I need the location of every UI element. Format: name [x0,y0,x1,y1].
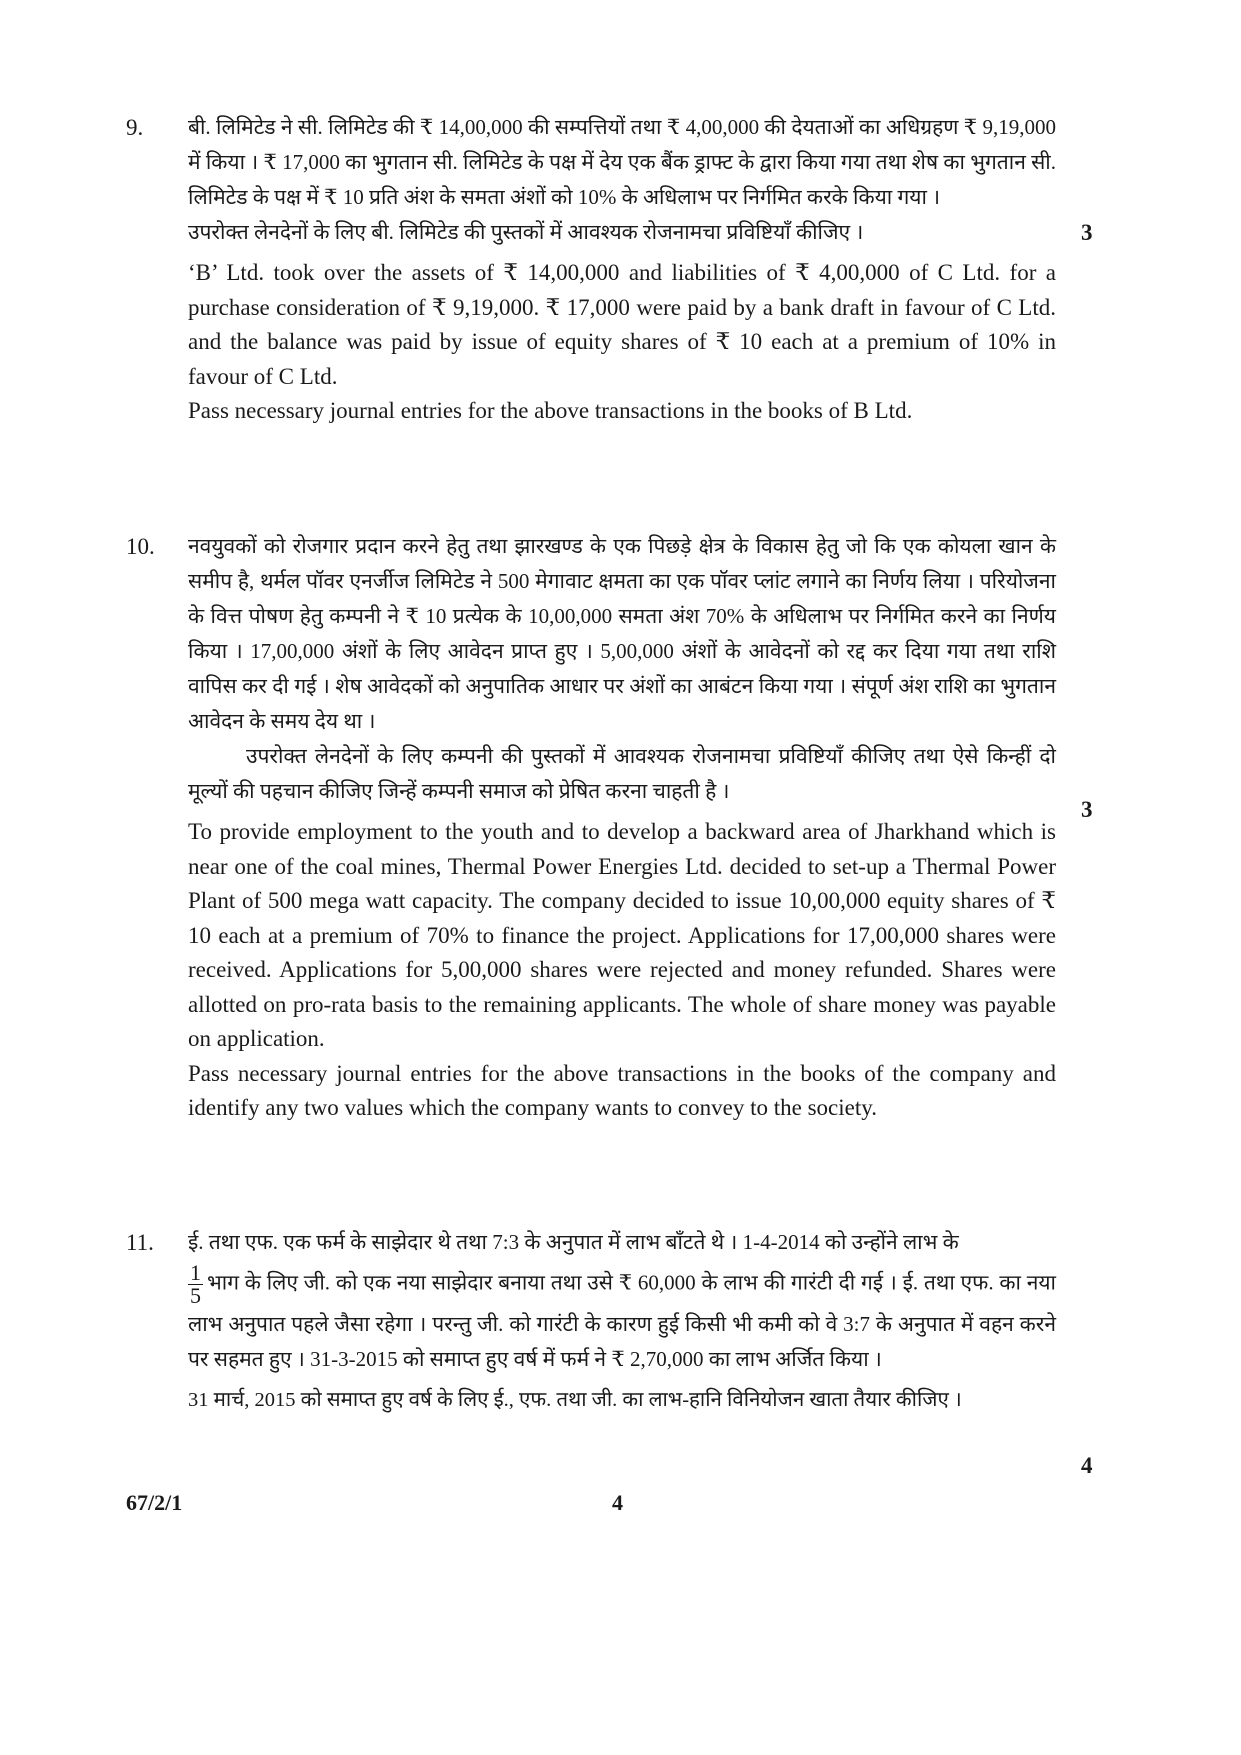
marks-label: 4 [1081,1453,1093,1478]
fraction-denominator: 5 [190,1283,201,1308]
hindi-paragraph: नवयुवकों को रोजगार प्रदान करने हेतु तथा झारखण्ड के एक पिछड़े क्षेत्र के विकास हेतु जो कि एक कोयला खान के समीप है, थर्मल पॉवर एनर्जीज लिमिटेड ने 500 मेगावाट क्षमता का एक पॉवर प्लांट लगाने का निर्णय लिया । परियोजना के वित्त पोषण हेतु कम्पनी ने ₹ 10 प्रत्येक के 10,00,000 समता अंश 70% के अधिलाभ पर निर्गमित करने का निर्णय किया । 17,00,000 अंशों के लिए आवेदन प्राप्त हुए । 5,00,000 अंशों के आवेदनों को रद्द कर दिया गया तथा राशि वापिस कर दी गई । शेष आवेदकों को अनुपातिक आधार पर अंशों का आबंटन किया गया । संपूर्ण अंश राशि का भुगतान आवेदन के समय देय था । [188,534,1056,733]
english-instruction: Pass necessary journal entries for the above transactions in the books of B Ltd. [188,398,913,423]
english-paragraph: ‘B’ Ltd. took over the assets of ₹ 14,00,000 and liabilities of ₹ 4,00,000 of C Ltd. for a purchase consideration of ₹ 9,19,000. ₹ 17,000 were paid by a bank draft in favour of C Ltd. and the balance was paid by issue of equity shares of ₹ 10 each at a premium of 10% in favour of C Ltd. [188,260,1056,389]
hindi-instruction: उपरोक्त लेनदेनों के लिए कम्पनी की पुस्तकों में आवश्यक रोजनामचा प्रविष्टियाँ कीजिए तथा ऐसे किन्हीं दो मूल्यों की पहचान कीजिए जिन्हें कम्पनी समाज को प्रेषित करना चाहती है । [188,744,1056,803]
fraction [188,1262,203,1307]
hindi-instruction: उपरोक्त लेनदेनों के लिए बी. लिमिटेड की पुस्तकों में आवश्यक रोजनामचा प्रविष्टियाँ कीजिए । [188,220,864,244]
hindi-rest: भाग के लिए जी. को एक नया साझेदार बनाया तथा उसे ₹ 60,000 के लाभ की गारंटी दी गई । ई. तथा एफ. का नया लाभ अनुपात पहले जैसा रहेगा । परन्तु जी. को गारंटी के कारण हुई किसी भी कमी को वे 3:7 के अनुपात में वहन करने पर सहमत हुए । 31-3-2015 को समाप्त हुए वर्ष में फर्म ने ₹ 2,70,000 का लाभ अर्जित किया । [188,1270,1056,1371]
question-number: 9. [126,115,144,140]
hindi-instruction: 31 मार्च, 2015 को समाप्त हुए वर्ष के लिए ई., एफ. तथा जी. का लाभ-हानि विनियोजन खाता तैयार कीजिए । [188,1389,962,1411]
hindi-line-1: ई. तथा एफ. एक फर्म के साझेदार थे तथा 7:3 के अनुपात में लाभ बाँटते थे । 1-4-2014 को उन्होंने लाभ के [188,1230,959,1254]
english-instruction: Pass necessary journal entries for the above transactions in the books of the company and identify any two values which the company wants to convey to the society. [188,1060,1056,1120]
marks-label: 3 [1081,220,1093,245]
english-paragraph: To provide employment to the youth and to develop a backward area of Jharkhand which is near one of the coal mines, Thermal Power Energies Ltd. decided to set-up a Thermal Power Plant of 500 mega watt capacity. The company decided to issue 10,00,000 equity shares of ₹ 10 each at a premium of 70% to finance the project. Applications for 17,00,000 shares were received. Applications for 5,00,000 shares were rejected and money refunded. Shares were allotted on pro-rata basis to the remaining applicants. The whole of share money was payable on application. [188,819,1056,1051]
marks-label: 3 [1081,797,1093,822]
hindi-continuation [188,1262,1056,1377]
hindi-paragraph [188,1225,1056,1377]
question-body [188,110,1056,429]
page-number: 4 [612,1490,623,1515]
fraction-numerator: 1 [190,1260,201,1285]
paper-code: 67/2/1 [126,1490,183,1515]
question-body [188,529,1056,1126]
question-number: 11. [126,1230,154,1255]
hindi-paragraph: बी. लिमिटेड ने सी. लिमिटेड की ₹ 14,00,000 की सम्पत्तियों तथा ₹ 4,00,000 की देयताओं का अधिग्रहण ₹ 9,19,000 में किया । ₹ 17,000 का भुगतान सी. लिमिटेड के पक्ष में देय एक बैंक ड्राफ्ट के द्वारा किया गया तथा शेष का भुगतान सी. लिमिटेड के पक्ष में ₹ 10 प्रति अंश के समता अंशों को 10% के अधिलाभ पर निर्गमित करके किया गया । [188,115,1056,209]
question-body [188,1225,1056,1418]
question-number: 10. [126,534,155,559]
